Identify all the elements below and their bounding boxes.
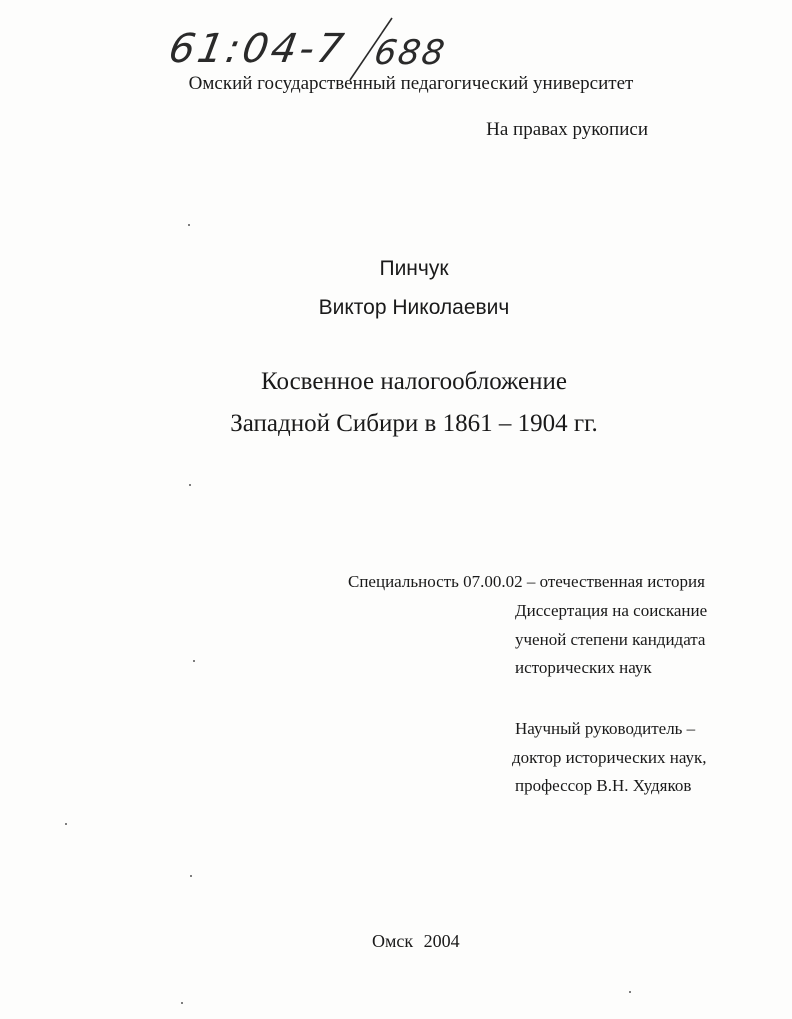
advisor-line: Научный руководитель – (515, 719, 696, 738)
author-surname: Пинчук (379, 257, 449, 280)
dissertation-degree-line: ученой степени кандидата (515, 629, 706, 649)
dissertation-degree-line: исторических наук (515, 658, 652, 677)
university-name: Омский государственный педагогический университет (188, 73, 634, 94)
advisor-block (512, 715, 707, 801)
dissertation-degree-line: Диссертация на соискание (515, 601, 708, 620)
scan-speck (189, 484, 191, 486)
svg-text:688: 688 (371, 33, 450, 73)
scan-speck (190, 875, 192, 877)
scan-speck (629, 991, 631, 993)
scan-speck (193, 660, 195, 662)
dissertation-title-line-1: Косвенное налогообложение (261, 368, 567, 395)
author-given-names: Виктор Николаевич (318, 296, 510, 319)
scan-speck (188, 224, 190, 226)
handwritten-archive-number (170, 12, 450, 82)
advisor-line: доктор исторических наук, (512, 747, 707, 767)
dissertation-title-line-2: Западной Сибири в 1861 – 1904 гг. (230, 410, 598, 437)
specialty-line: Специальность 07.00.02 – отечественная история (348, 572, 705, 591)
svg-text:61:04-7: 61:04-7 (170, 25, 350, 72)
city-year: Омск 2004 (372, 931, 460, 951)
handwritten-archive-number-drawing (170, 12, 450, 82)
dissertation-degree-block (515, 597, 707, 683)
scan-speck (65, 823, 67, 825)
manuscript-rights-note: На правах рукописи (486, 119, 648, 140)
advisor-line: профессор В.Н. Худяков (515, 776, 692, 795)
scan-speck (181, 1002, 183, 1004)
